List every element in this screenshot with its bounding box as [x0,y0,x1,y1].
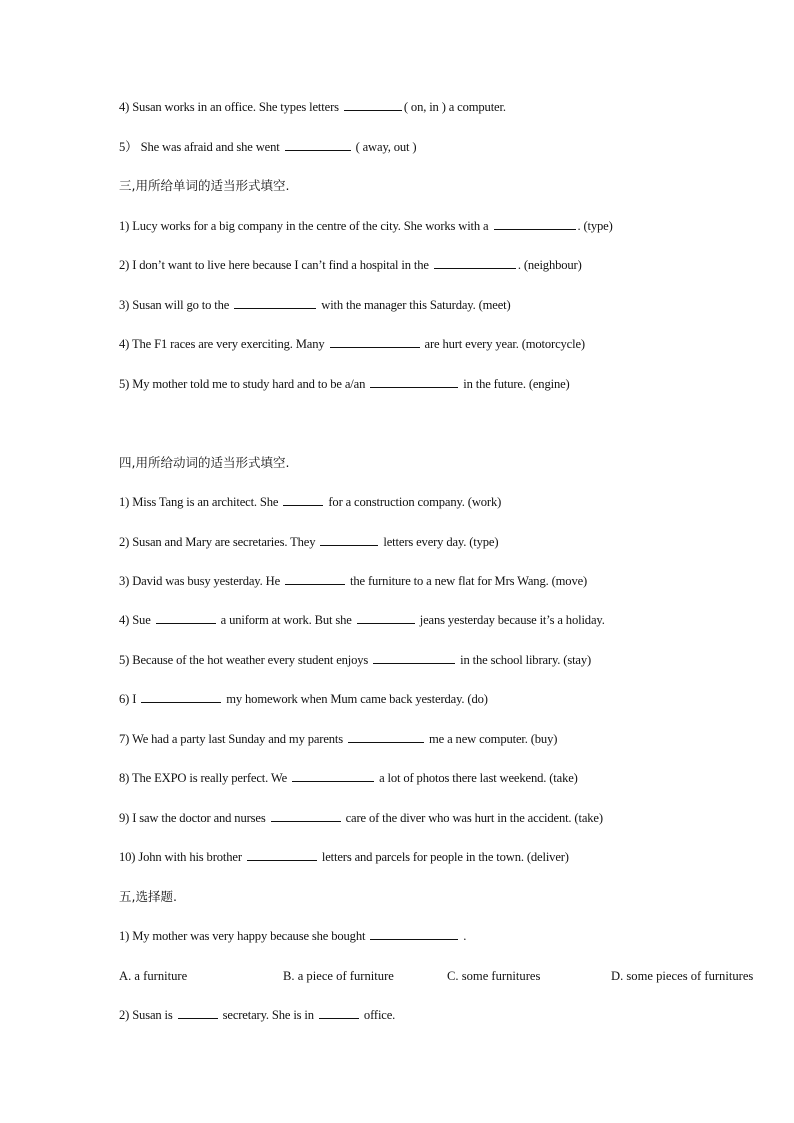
section-3-title: 三,用所给单词的适当形式填空. [119,178,290,193]
question-3-2: 2) I don’t want to live here because I can’t find a hospital in the . (neighbour) [119,258,582,272]
answer-blank[interactable] [285,573,345,585]
question-5-2: 2) Susan is secretary. She is in office. [119,1008,396,1022]
answer-blank[interactable] [320,534,378,546]
question-3-5: 5) My mother told me to study hard and to be a/an in the future. (engine) [119,377,570,391]
question-3-1: 1) Lucy works for a big company in the centre of the city. She works with a . (type) [119,219,613,233]
option-a[interactable]: A. a furniture [119,969,188,983]
answer-blank[interactable] [330,336,420,348]
question-3-4: 4) The F1 races are very exerciting. Many are hurt every year. (motorcycle) [119,337,585,351]
answer-blank[interactable] [292,770,374,782]
answer-blank[interactable] [370,376,458,388]
question-4-7: 7) We had a party last Sunday and my parents me a new computer. (buy) [119,732,558,746]
option-b[interactable]: B. a piece of furniture [283,969,394,983]
question-5-1: 1) My mother was very happy because she bought . [119,929,467,943]
answer-blank[interactable] [319,1007,359,1019]
question-3-3: 3) Susan will go to the with the manager this Saturday. (meet) [119,298,511,312]
answer-blank[interactable] [357,612,415,624]
question-4-6: 6) I my homework when Mum came back yesterday. (do) [119,692,488,706]
answer-blank[interactable] [141,691,221,703]
question-4-8: 8) The EXPO is really perfect. We a lot of photos there last weekend. (take) [119,771,578,785]
answer-blank[interactable] [156,612,216,624]
answer-blank[interactable] [344,99,402,111]
answer-blank[interactable] [285,139,351,151]
question-4-2: 2) Susan and Mary are secretaries. They letters every day. (type) [119,535,499,549]
answer-blank[interactable] [234,297,316,309]
answer-blank[interactable] [434,257,516,269]
answer-blank[interactable] [283,494,323,506]
answer-blank[interactable] [271,810,341,822]
question-2-5: 5） She was afraid and she went ( away, out ) [119,140,417,154]
question-2-4: 4) Susan works in an office. She types letters ( on, in ) a computer. [119,100,506,114]
answer-blank[interactable] [373,652,455,664]
answer-blank[interactable] [370,928,458,940]
question-4-4: 4) Sue a uniform at work. But she jeans yesterday because it’s a holiday. [119,613,605,627]
option-c[interactable]: C. some furnitures [447,969,541,983]
answer-blank[interactable] [348,731,424,743]
question-4-9: 9) I saw the doctor and nurses care of the diver who was hurt in the accident. (take) [119,811,603,825]
section-4-title: 四,用所给动词的适当形式填空. [119,455,290,470]
answer-blank[interactable] [178,1007,218,1019]
section-5-title: 五,选择题. [119,889,177,904]
question-4-3: 3) David was busy yesterday. He the furniture to a new flat for Mrs Wang. (move) [119,574,588,588]
question-4-5: 5) Because of the hot weather every student enjoys in the school library. (stay) [119,653,592,667]
answer-blank[interactable] [494,218,576,230]
question-4-10: 10) John with his brother letters and parcels for people in the town. (deliver) [119,850,569,864]
question-4-1: 1) Miss Tang is an architect. She for a construction company. (work) [119,495,502,509]
option-d[interactable]: D. some pieces of furnitures [611,969,754,983]
answer-blank[interactable] [247,849,317,861]
